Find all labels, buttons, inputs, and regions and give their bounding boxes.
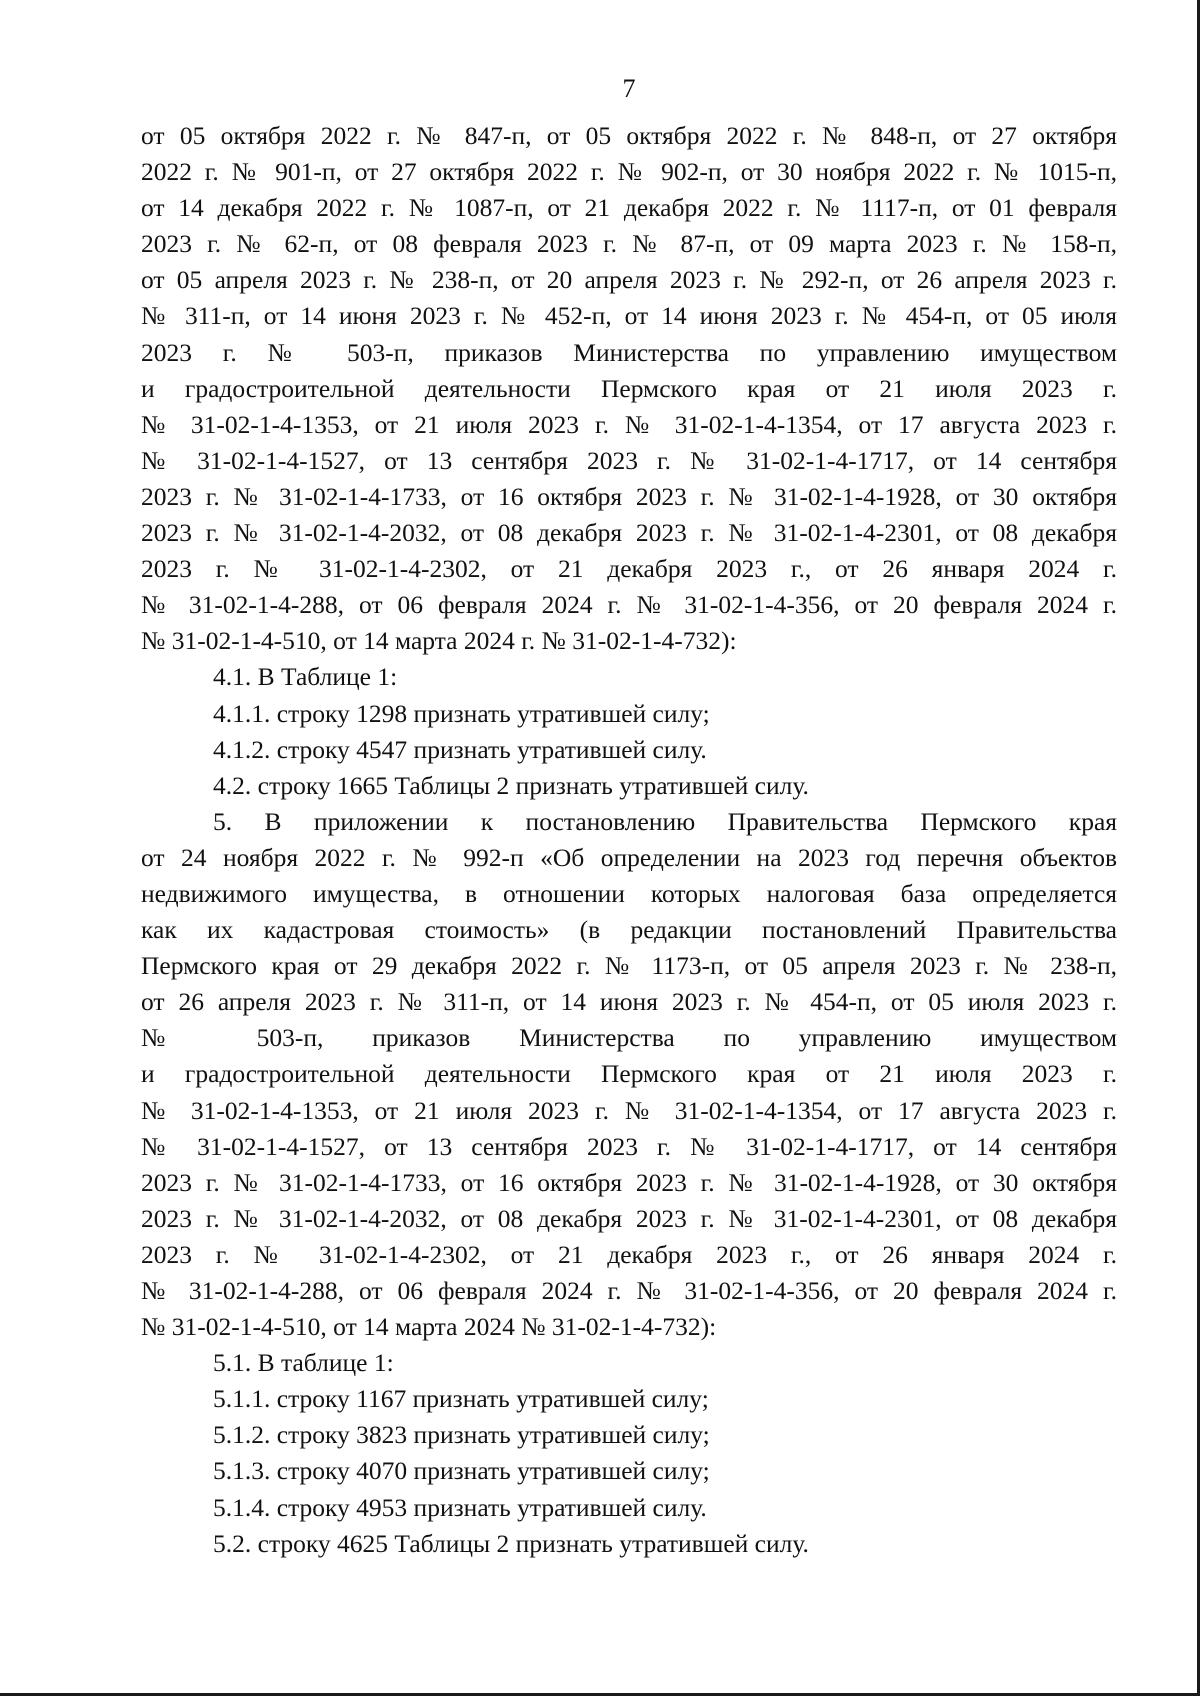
text-line: как их кадастровая стоимость» (в редакции постановлений Правительства [141,915,1117,945]
text-line: и градостроительной деятельности Пермского края от 21 июля 2023 г. [141,373,1117,403]
text-line: 2023 г. № 62-п, от 08 февраля 2023 г. № 87-п, от 09 марта 2023 г. № 158-п, [141,229,1117,259]
text-line: 5.1.2. строку 3823 признать утратившей силу; [213,1420,710,1450]
text-line: № 31-02-1-4-510, от 14 марта 2024 г. № 31-02-1-4-732): [141,626,737,656]
text-line: 2023 г. № 31-02-1-4-2302, от 21 декабря 2023 г., от 26 января 2024 г. [141,554,1117,584]
text-line: 5.1.1. строку 1167 признать утратившей силу; [213,1384,709,1414]
text-line: недвижимого имущества, в отношении которых налоговая база определяется [141,878,1117,908]
text-line: 2023 г. № 31-02-1-4-1733, от 16 октября 2023 г. № 31-02-1-4-1928, от 30 октября [141,481,1117,511]
text-line: 5. В приложении к постановлению Правительства Пермского края [213,806,1117,836]
text-line: 2023 г. № 31-02-1-4-1733, от 16 октября 2023 г. № 31-02-1-4-1928, от 30 октября [141,1167,1117,1197]
text-line: № 503-п, приказов Министерства по управлению имуществом [141,1023,1117,1053]
text-line: № 31-02-1-4-1527, от 13 сентября 2023 г. № 31-02-1-4-1717, от 14 сентября [141,1131,1117,1161]
text-line: 5.1.3. строку 4070 признать утратившей силу; [213,1456,710,1486]
text-line: от 14 декабря 2022 г. № 1087-п, от 21 декабря 2022 г. № 1117-п, от 01 февраля [141,193,1117,223]
text-line: № 31-02-1-4-288, от 06 февраля 2024 г. № 31-02-1-4-356, от 20 февраля 2024 г. [141,590,1117,620]
text-line: 2022 г. № 901-п, от 27 октября 2022 г. № 902-п, от 30 ноября 2022 г. № 1015-п, [141,157,1117,187]
text-line: 2023 г. № 31-02-1-4-2032, от 08 декабря 2023 г. № 31-02-1-4-2301, от 08 декабря [141,518,1117,548]
text-line: 2023 г. № 503-п, приказов Министерства по управлению имуществом [141,337,1117,367]
text-line: № 31-02-1-4-288, от 06 февраля 2024 г. № 31-02-1-4-356, от 20 февраля 2024 г. [141,1276,1117,1305]
text-line: 4.1. В Таблице 1: [213,662,398,692]
text-line: 4.1.1. строку 1298 признать утратившей силу; [213,698,710,728]
text-line: 4.1.2. строку 4547 признать утратившей силу. [213,734,707,764]
text-line: № 31-02-1-4-1527, от 13 сентября 2023 г. № 31-02-1-4-1717, от 14 сентября [141,445,1117,475]
page-number: 7 [622,74,636,103]
text-line: 5.1. В таблице 1: [213,1348,394,1378]
text-line: 5.1.4. строку 4953 признать утратившей силу. [213,1492,707,1522]
text-line: Пермского края от 29 декабря 2022 г. № 1173-п, от 05 апреля 2023 г. № 238-п, [141,951,1117,981]
text-line: 2023 г. № 31-02-1-4-2302, от 21 декабря 2023 г., от 26 января 2024 г. [141,1239,1117,1269]
text-line: от 26 апреля 2023 г. № 311-п, от 14 июня 2023 г. № 454-п, от 05 июля 2023 г. [141,987,1117,1017]
text-line: от 05 апреля 2023 г. № 238-п, от 20 апреля 2023 г. № 292-п, от 26 апреля 2023 г. [141,265,1117,295]
document-body [141,118,1117,1562]
text-line: от 24 ноября 2022 г. № 992-п «Об определении на 2023 год перечня объектов [141,842,1117,872]
text-line: № 31-02-1-4-510, от 14 марта 2024 № 31-02-1-4-732): [141,1312,717,1342]
text-line: 5.2. строку 4625 Таблицы 2 признать утратившей силу. [213,1528,809,1558]
text-line: № 311-п, от 14 июня 2023 г. № 452-п, от 14 июня 2023 г. № 454-п, от 05 июля [141,301,1117,331]
text-line: № 31-02-1-4-1353, от 21 июля 2023 г. № 31-02-1-4-1354, от 17 августа 2023 г. [141,409,1117,439]
text-line: 4.2. строку 1665 Таблицы 2 признать утратившей силу. [213,770,809,800]
text-line: № 31-02-1-4-1353, от 21 июля 2023 г. № 31-02-1-4-1354, от 17 августа 2023 г. [141,1095,1117,1125]
text-line: от 05 октября 2022 г. № 847-п, от 05 октября 2022 г. № 848-п, от 27 октября [141,121,1117,150]
text-line: 2023 г. № 31-02-1-4-2032, от 08 декабря 2023 г. № 31-02-1-4-2301, от 08 декабря [141,1203,1117,1233]
text-line: и градостроительной деятельности Пермского края от 21 июля 2023 г. [141,1059,1117,1089]
